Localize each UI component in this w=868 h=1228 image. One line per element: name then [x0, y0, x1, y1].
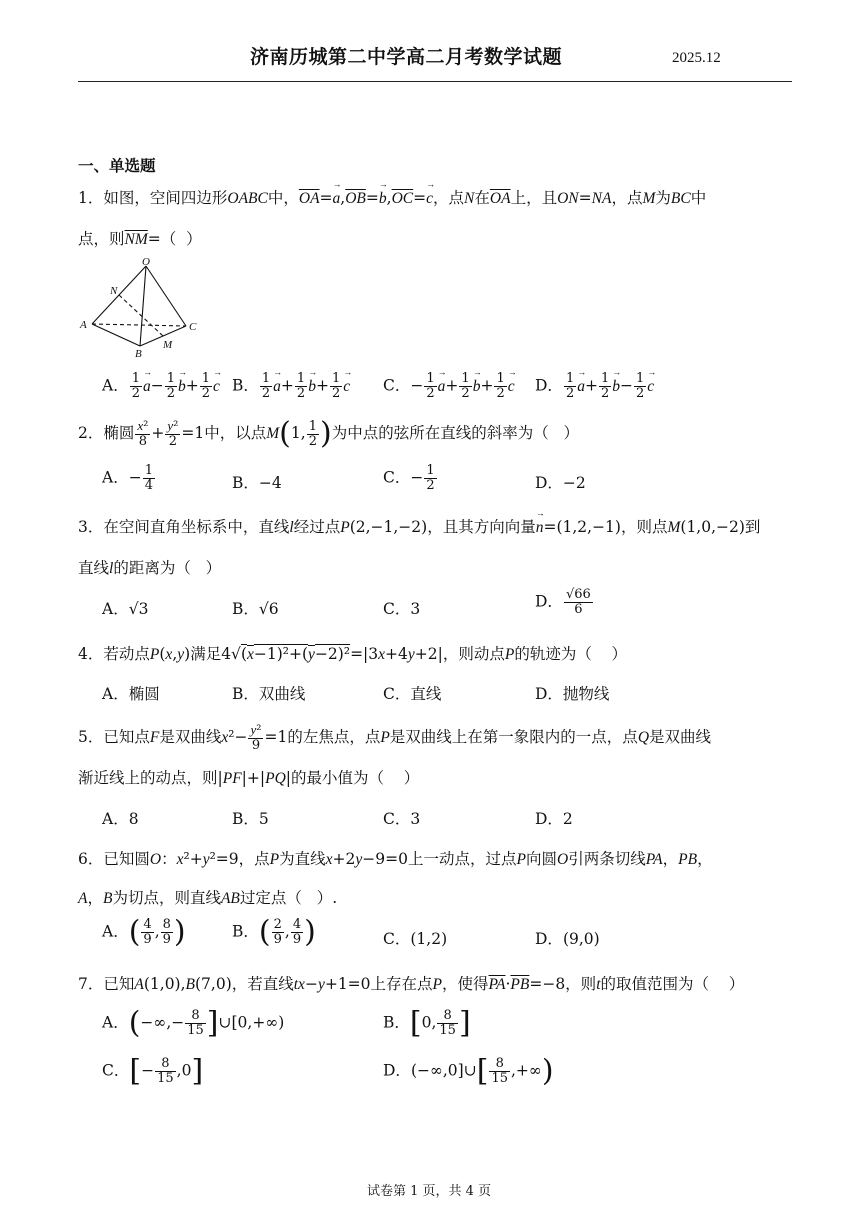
- q1-option-d: D． $\frac{1}{2}$ → a+ $\frac{1}{2}$ → b− $\frac{1}{2}$ → c: [535, 372, 654, 401]
- label-N: N: [110, 285, 118, 297]
- q6-option-c: C．(1,2): [383, 930, 448, 948]
- q7-option-b: B．[0, $\frac{8}{15}$ ]: [383, 1005, 471, 1041]
- q5-option-c: C．3: [383, 810, 421, 828]
- q2-option-d: D．−2: [535, 474, 586, 492]
- q6-option-b: B．( $\frac{2}{9}$ , $\frac{4}{9}$ ): [232, 914, 316, 950]
- q3-option-a: A．√3: [102, 600, 149, 618]
- section-title: 一、单选题: [78, 156, 156, 175]
- page-footer: 试卷第 1 页，共 4 页: [367, 1184, 492, 1199]
- q6-option-d: D．(9,0): [535, 930, 600, 948]
- question-1-line-2: 点，则$\overline{NM}=$（ ）: [78, 230, 202, 248]
- q3-option-b: B．√6: [232, 600, 279, 618]
- q7-option-d: D．(−∞,0]∪[ $\frac{8}{15}$ ,+∞): [383, 1053, 554, 1089]
- question-3-line-2: 直线l的距离为（ ）: [78, 559, 222, 577]
- q4-option-c: C．直线: [383, 685, 442, 703]
- q2-option-a: A．− $\frac{1}{4}$: [102, 463, 153, 493]
- q1-option-a: A． $\frac{1}{2}$ → a− $\frac{1}{2}$ → b+ $\frac{1}{2}$ → c: [102, 372, 220, 401]
- q4-option-b: B．双曲线: [232, 685, 306, 703]
- exam-date: 2025.12: [672, 50, 721, 66]
- q3-option-c: C．3: [383, 600, 421, 618]
- header-rule: [78, 81, 792, 82]
- q4-option-d: D．抛物线: [535, 685, 610, 703]
- tetrahedron-diagram: [78, 256, 208, 366]
- q4-option-a: A．椭圆: [102, 685, 160, 703]
- label-M: M: [163, 339, 173, 351]
- q5-option-d: D．2: [535, 810, 573, 828]
- q5-option-a: A．8: [102, 810, 139, 828]
- question-1-line-1: 1．如图，空间四边形OABC中，$\overline{OA}=\to a,\overline{OB}=\to b,\overline{OC}=\to c$，点N在$\overline{OA}$上，且ON=NA，点M为BC中: [78, 186, 706, 208]
- q1-option-b: B． $\frac{1}{2}$ → a+ $\frac{1}{2}$ → b+ $\frac{1}{2}$ → c: [232, 372, 350, 401]
- label-O: O: [142, 256, 150, 268]
- q7-option-c: C．[− $\frac{8}{15}$ ,0]: [102, 1053, 204, 1089]
- label-B: B: [135, 348, 142, 360]
- q7-option-a: A．(−∞,− $\frac{8}{15}$ ]∪[0,+∞): [102, 1005, 285, 1041]
- q6-option-a: A．( $\frac{4}{9}$ , $\frac{8}{9}$ ): [102, 914, 186, 950]
- exam-title: 济南历城第二中学高二月考数学试题: [250, 46, 563, 68]
- question-5-line-2: 渐近线上的动点，则|PF|+|PQ|的最小值为（ ）: [78, 769, 420, 787]
- q5-option-b: B．5: [232, 810, 269, 828]
- question-6-line-2: A，B为切点，则直线AB过定点（ ）.: [78, 889, 338, 907]
- question-3-line-1: 3．在空间直角坐标系中，直线l经过点P(2,−1,−2)，且其方向向量→ n=(1,2,−1)，则点M(1,0,−2)到: [78, 515, 760, 537]
- question-5-line-1: 5．已知点F是双曲线x²− $\frac{\text{y²}}{9}$ =1的左焦点，点P是双曲线上在第一象限内的一点，点Q是双曲线: [78, 722, 712, 753]
- q1-option-c: C．− $\frac{1}{2}$ → a+ $\frac{1}{2}$ → b+ $\frac{1}{2}$ → c: [383, 372, 515, 401]
- question-2: 2．椭圆 $\frac{\text{x²}}{8}$ + $\frac{\text{y²}}{2}$ =1中，以点M(1, $\frac{1}{2}$ )为中点的弦所在直线的斜率为（ ）: [78, 416, 579, 451]
- question-7: 7．已知A(1,0),B(7,0)，若直线tx−y+1=0上存在点P，使得$\overline{PA}\cdot\overline{PB}=-8$，则t的取值范围为（ ）: [78, 975, 745, 993]
- question-4: 4．若动点P(x,y)满足4√(x−1)²+(y−2)²=|3x+4y+2|，则动点P的轨迹为（ ）: [78, 645, 628, 663]
- label-A: A: [80, 319, 87, 331]
- label-C: C: [189, 321, 197, 333]
- q2-option-c: C．− $\frac{1}{2}$: [383, 463, 435, 493]
- q3-option-d: D． $\frac{√66}{6}$: [535, 587, 591, 617]
- q2-option-b: B．−4: [232, 474, 282, 492]
- question-6-line-1: 6．已知圆O：x²+y²=9，点P为直线x+2y−9=0上一动点，过点P向圆O引两条切线PA，PB，: [78, 850, 713, 868]
